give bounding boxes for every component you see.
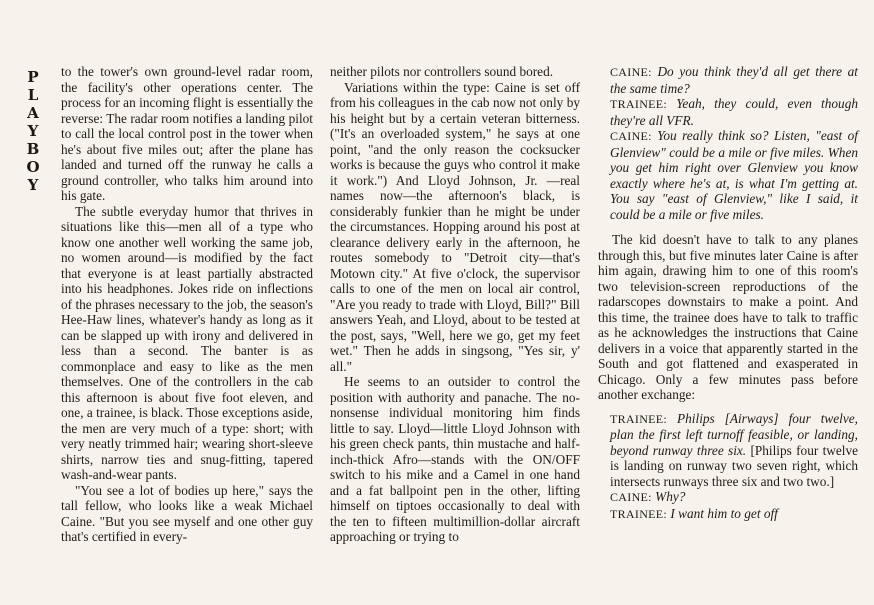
dialogue-block [610,411,858,523]
column-1 [61,64,313,545]
paragraph: "You see a lot of bodies up here," says the tall fellow, who looks like a weak Michael Caine. "But you see myself and one other guy that's certified in every- [61,482,313,544]
column-3 [598,64,858,522]
speaker-label: CAINE: [610,129,652,143]
playboy-masthead [22,68,44,194]
masthead-letter: A [27,104,39,122]
speaker-label: CAINE: [610,490,652,504]
masthead-letter: Y [27,122,39,140]
dialogue-text: Why? [655,489,686,504]
dialogue-note: [Philips four twelve is landing on runway two seven right, which intersects runways three six and two two.] [610,442,859,489]
dialogue-text: Yeah, they could, even though they're all VFR. [610,96,858,128]
masthead-letter: L [27,86,39,104]
dialogue-text: You really think so? Listen, "east of Glenview" could be a mile or five miles. When you get him right over Glenview you know exactly where he's at, is what I'm getting at. You say "east of Glenview," like I said, it could be a mile or five miles. [610,128,858,222]
masthead-letter: P [27,68,39,86]
dialogue-text: Do you think they'd all get there at the same time? [610,64,858,96]
speaker-label: TRAINEE: [610,411,668,426]
speaker-label: CAINE: [610,65,652,79]
paragraph: Variations within the type: Caine is set off from his colleagues in the cab now not only by his height but by a certain veteran bitterness. ("It's an overloaded system," he says at one point, "and the only reason the cocksucker works is because the guys who control it make it work.") And Lloyd Johnson, Jr. —real names now—the afternoon's black, is considerably funkier than he might be under the circumstances. Hopping around his post at clearance delivery early in the afternoon, he routes somebody to "Detroit city—that's Motown city." At five o'clock, the supervisor calls to one of the men on local air control, "Are you ready to trade with Lloyd, Bill?" Bill answers Yeah, and Lloyd, about to be tested at the post, says, "Well, here we go, get my feet wet." Then he adds in singsong, "Yes sir, y' all." [330,79,580,374]
speaker-label: TRAINEE: [610,97,668,111]
dialogue-line [610,506,858,523]
dialogue-block [610,64,858,222]
dialogue-line [610,64,858,96]
paragraph: to the tower's own ground-level radar room, the facility's other operations center. The process for an incoming flight is essentially the reverse: The radar room notifies a landing pilot to call the local control post in the tower when he's about five miles out; after the plane has landed and turned off the runway he calls a ground controller, who talks him around into his gate. [61,64,313,203]
paragraph: neither pilots nor controllers sound bored. [330,64,554,79]
paragraph: The subtle everyday humor that thrives in situations like this—men all of a type who know one another well working the same job, no women around—is modified by the fact that everyone is at least partially abstracted into his headphones. Jokes ride on inflections of the phrases necessary to the job, the season's Hee-Haw lines, whatever's handy as long as it can be slapped up with irony and delivered in less than a second. The banter is as commonplace and easy to like as the men themselves. One of the controllers in the cab this afternoon is about five foot eleven, and one, a trainee, is black. Those exceptions aside, the men are very much of a type: short; with very neatly trimmed hair; wearing short-sleeve shirts, narrow ties and snug-fitting, tapered wash-and-wear pants. [61,203,313,482]
masthead-letter: Y [27,176,39,194]
column-2 [330,64,580,545]
dialogue-line [610,128,858,222]
paragraph: He seems to an outsider to control the position with authority and panache. The no-nonsense individual monitoring him finds little to say. Lloyd—little Lloyd Johnson with his green check pants, thin mustache and half-inch-thick Afro—stands with the ON/OFF switch to his mike and a Camel in one hand and a fat ballpoint pen in the other, lifting himself on tiptoes occasionally to deal with the ten to fifteen multimillion-dollar aircraft approaching or trying to [330,374,580,544]
dialogue-text: I want him to get off [670,505,778,521]
dialogue-line [610,96,858,128]
speaker-label: TRAINEE: [610,506,668,521]
dialogue-text: Philips [Airways] four twelve, plan the first left turnoff feasible, or landing, beyond runway three six. [610,410,858,458]
paragraph: The kid doesn't have to talk to any planes through this, but five minutes later Caine is after him again, drawing him to one of this room's two television-screen reproductions of the radarscopes downstairs to make a point. And this time, the trainee does have to talk to traffic as he acknowledges the instructions that Caine delivers in a voice that apparently started in the South and got flattened and exasperated in Chicago. Only a few minutes pass before another exchange: [598,232,858,402]
dialogue-line [610,489,858,506]
masthead-letter: B [26,140,40,158]
dialogue-line [610,411,858,490]
masthead-letter: O [26,158,40,176]
